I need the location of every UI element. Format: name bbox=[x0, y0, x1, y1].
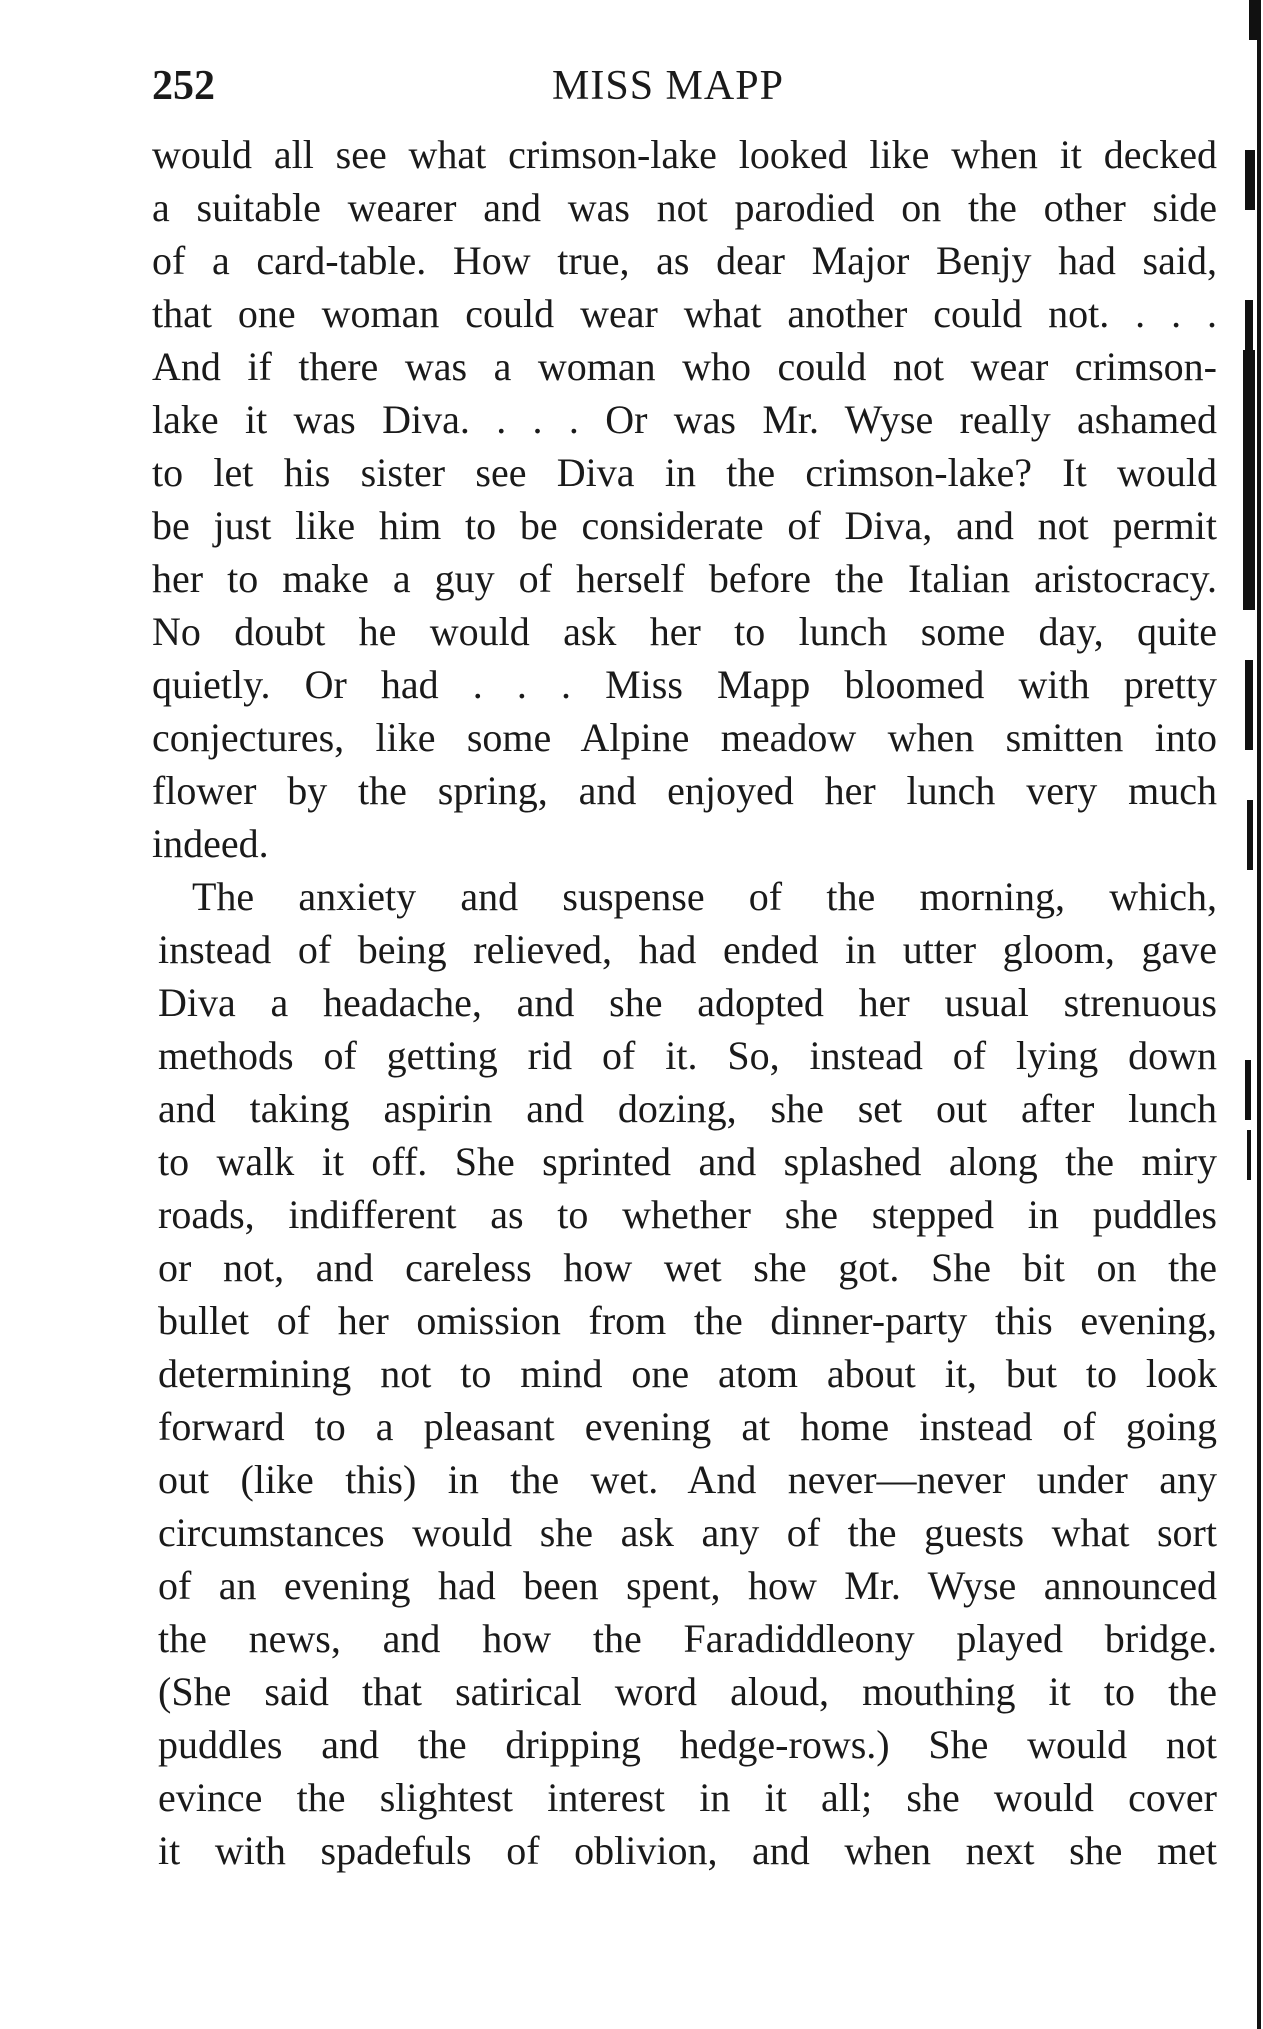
scan-speck bbox=[1245, 300, 1253, 350]
text-line: of an evening had been spent, how Mr. Wyse announced bbox=[158, 1563, 1217, 1608]
scan-speck bbox=[1245, 1060, 1251, 1120]
scan-speck bbox=[1245, 660, 1253, 750]
text-line: flower by the spring, and enjoyed her lunch very much bbox=[152, 768, 1217, 813]
text-line: it with spadefuls of oblivion, and when next she met bbox=[158, 1828, 1217, 1873]
scan-speck bbox=[1247, 1130, 1251, 1180]
body-text bbox=[152, 128, 1217, 1877]
text-line: of a card-table. How true, as dear Major Benjy had said, bbox=[152, 238, 1217, 283]
binding-edge-scan-artifact bbox=[1237, 0, 1263, 2029]
binding-shadow bbox=[1257, 0, 1261, 2029]
text-line: forward to a pleasant evening at home instead of going bbox=[158, 1404, 1217, 1449]
text-line: instead of being relieved, had ended in utter gloom, gave bbox=[158, 927, 1217, 972]
running-title: MISS MAPP bbox=[552, 63, 784, 109]
paragraph-2 bbox=[152, 870, 1217, 1877]
scan-speck bbox=[1243, 350, 1255, 610]
text-line: would all see what crimson-lake looked like when it decked bbox=[152, 132, 1217, 177]
text-line: indeed. bbox=[152, 821, 269, 866]
text-line: that one woman could wear what another could not. . . . bbox=[152, 291, 1217, 336]
text-line: (She said that satirical word aloud, mouthing it to the bbox=[158, 1669, 1217, 1714]
page-number: 252 bbox=[152, 63, 215, 109]
text-line: roads, indifferent as to whether she stepped in puddles bbox=[158, 1192, 1217, 1237]
text-line: conjectures, like some Alpine meadow when smitten into bbox=[152, 715, 1217, 760]
scan-speck bbox=[1249, 0, 1257, 40]
text-line: puddles and the dripping hedge-rows.) She would not bbox=[158, 1722, 1217, 1767]
text-line: methods of getting rid of it. So, instead of lying down bbox=[158, 1033, 1217, 1078]
text-line: The anxiety and suspense of the morning, which, bbox=[192, 874, 1217, 919]
text-line: a suitable wearer and was not parodied on the other side bbox=[152, 185, 1217, 230]
text-line: or not, and careless how wet she got. She bit on the bbox=[158, 1245, 1217, 1290]
text-line: bullet of her omission from the dinner-party this evening, bbox=[158, 1298, 1217, 1343]
text-line: circumstances would she ask any of the guests what sort bbox=[158, 1510, 1217, 1555]
text-line: evince the slightest interest in it all; she would cover bbox=[158, 1775, 1217, 1820]
text-line: Diva a headache, and she adopted her usual strenuous bbox=[158, 980, 1217, 1025]
text-line: be just like him to be considerate of Diva, and not permit bbox=[152, 503, 1217, 548]
page-header bbox=[152, 56, 1222, 116]
text-line: quietly. Or had . . . Miss Mapp bloomed with pretty bbox=[152, 662, 1217, 707]
scan-speck bbox=[1245, 150, 1255, 210]
text-line: No doubt he would ask her to lunch some day, quite bbox=[152, 609, 1217, 654]
text-line: out (like this) in the wet. And never—never under any bbox=[158, 1457, 1217, 1502]
text-line: her to make a guy of herself before the Italian aristocracy. bbox=[152, 556, 1217, 601]
text-line: to let his sister see Diva in the crimson-lake? It would bbox=[152, 450, 1217, 495]
text-line: and taking aspirin and dozing, she set out after lunch bbox=[158, 1086, 1217, 1131]
text-line: lake it was Diva. . . . Or was Mr. Wyse really ashamed bbox=[152, 397, 1217, 442]
scan-speck bbox=[1247, 800, 1253, 870]
paragraph-1 bbox=[152, 128, 1217, 870]
text-line: determining not to mind one atom about it, but to look bbox=[158, 1351, 1217, 1396]
text-line: to walk it off. She sprinted and splashed along the miry bbox=[158, 1139, 1217, 1184]
text-line: And if there was a woman who could not wear crimson- bbox=[152, 344, 1217, 389]
text-line: the news, and how the Faradiddleony played bridge. bbox=[158, 1616, 1217, 1661]
